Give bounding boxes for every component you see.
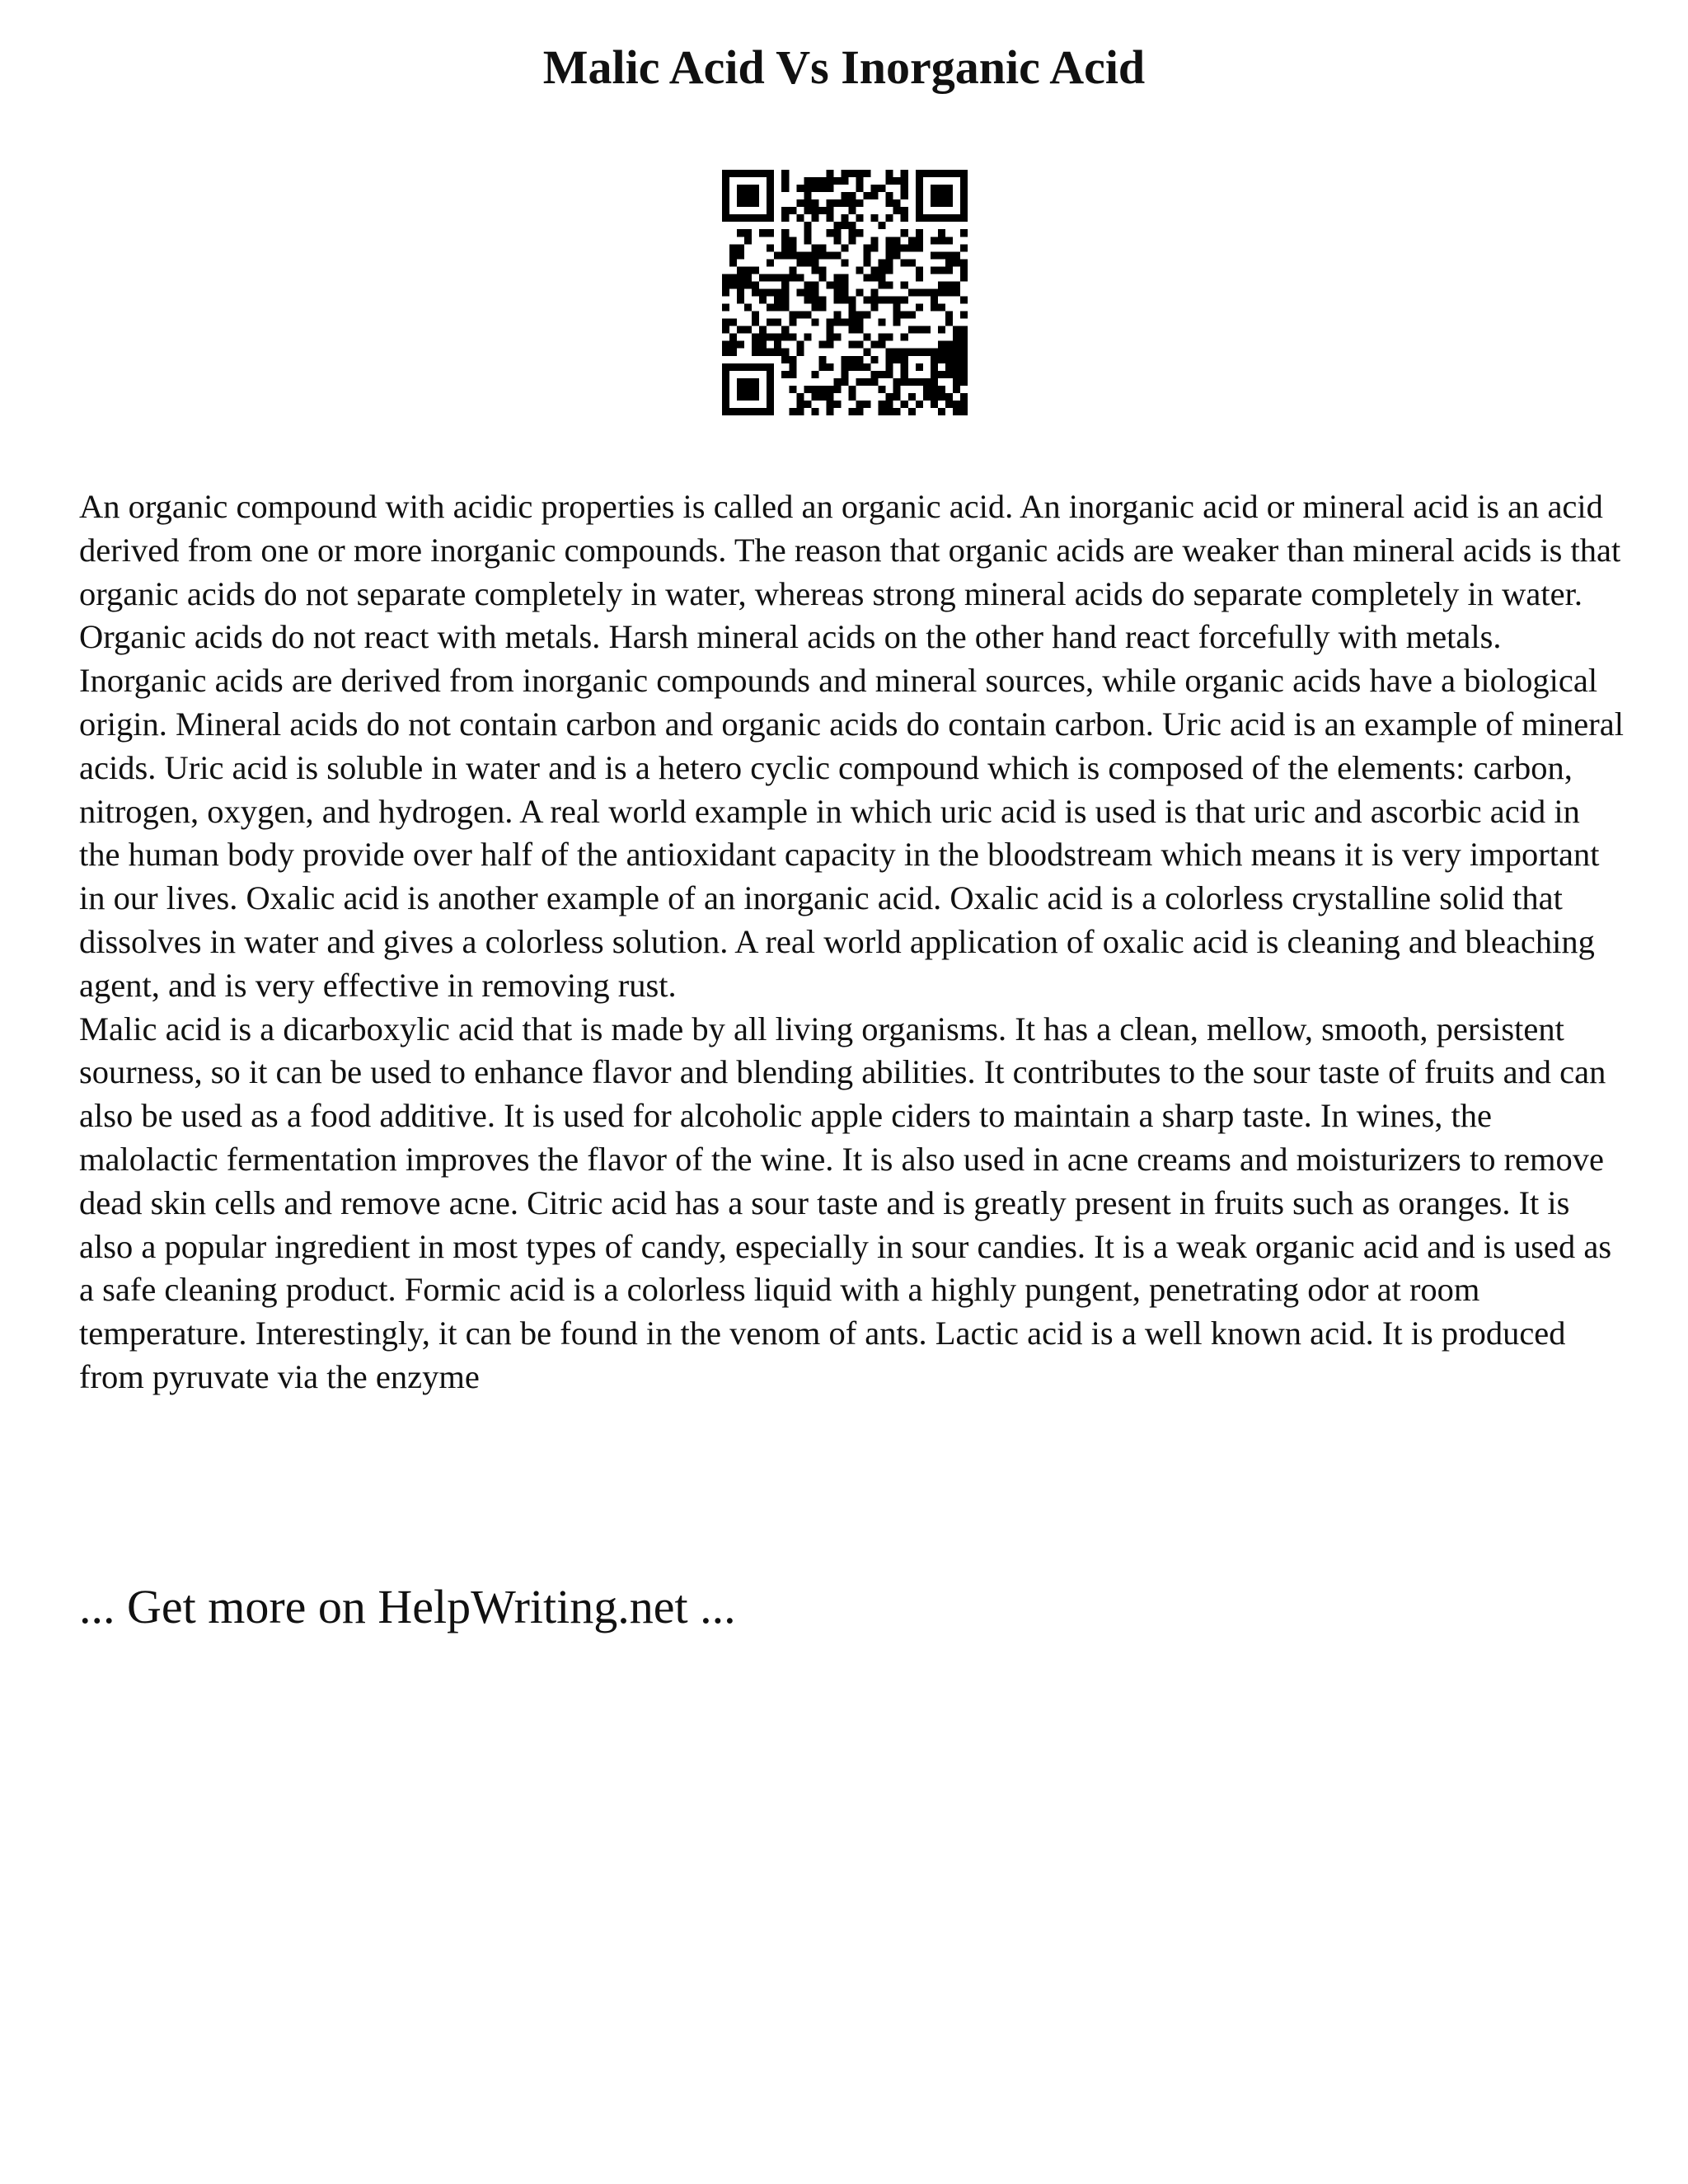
qr-code-icon (722, 170, 968, 415)
page-title: Malic Acid Vs Inorganic Acid (542, 40, 1146, 94)
paragraph-inorganic-acids: An organic compound with acidic properties is called an organic acid. An inorganic acid or mineral acid is an acid derived from one or more inorganic compounds. The reason that organic acids are weaker than mineral acids is that organic acids do not separate completely in water, whereas strong mineral acids do separate completely in water. Organic acids do not react with metals. Harsh mineral acids on the other hand react forcefully with metals. Inorganic acids are derived from inorganic compounds and mineral sources, while organic acids have a biological origin. Mineral acids do not contain carbon and organic acids do contain carbon. Uric acid is an example of mineral acids. Uric acid is soluble in water and is a hetero cyclic compound which is composed of the elements: carbon, nitrogen, oxygen, and hydrogen. A real world example in which uric acid is used is that uric and ascorbic acid in the human body provide over half of the antioxidant capacity in the bloodstream which means it is very important in our lives. Oxalic acid is another example of an inorganic acid. Oxalic acid is a colorless crystalline solid that dissolves in water and gives a colorless solution. A real world application of oxalic acid is cleaning and bleaching agent, and is very effective in removing rust. (79, 488, 1624, 1004)
get-more-link[interactable]: ... Get more on HelpWriting.net ... (79, 1580, 736, 1633)
document-body (79, 485, 1629, 1399)
paragraph-organic-acids: Malic acid is a dicarboxylic acid that is made by all living organisms. It has a clean, mellow, smooth, persistent sourness, so it can be used to enhance flavor and blending abilities. It contributes to the sour taste of fruits and can also be used as a food additive. It is used for alcoholic apple ciders to maintain a sharp taste. In wines, the malolactic fermentation improves the flavor of the wine. It is also used in acne creams and moisturizers to remove dead skin cells and remove acne. Citric acid has a sour taste and is greatly present in fruits such as oranges. It is also a popular ingredient in most types of candy, especially in sour candies. It is a weak organic acid and is used as a safe cleaning product. Formic acid is a colorless liquid with a highly pungent, penetrating odor at room temperature. Interestingly, it can be found in the venom of ants. Lactic acid is a well known acid. It is produced from pyruvate via the enzyme (79, 1010, 1612, 1395)
